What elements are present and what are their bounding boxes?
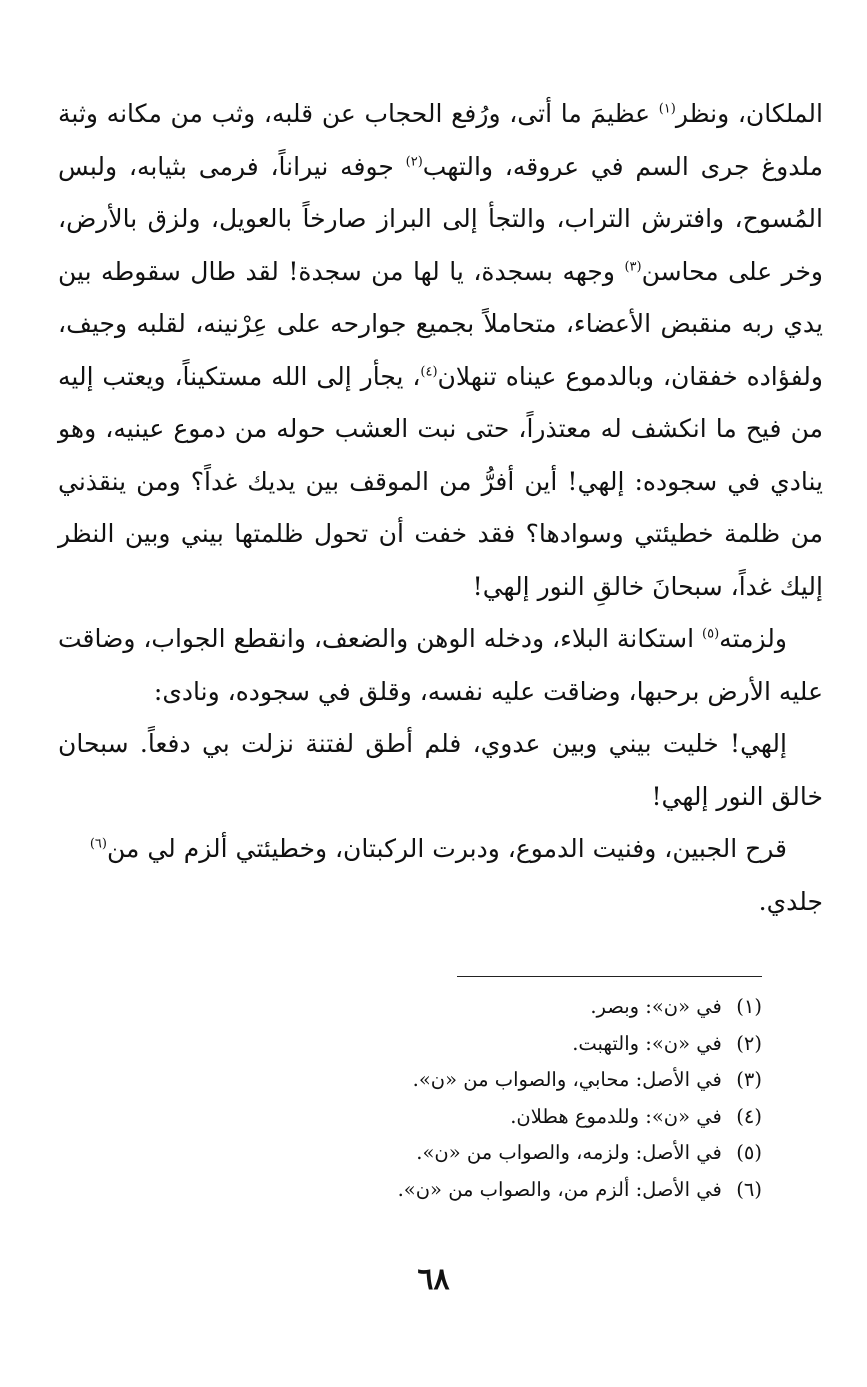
paragraph-3 (58, 718, 823, 823)
text-run: قرح الجبين، وفنيت الدموع، ودبرت الركبتان، وخطيئتي ألزم لي من (106, 834, 787, 863)
text-run: جلدي. (758, 886, 823, 916)
footnote-text: في الأصل: ولزمه، والصواب من «ن». (416, 1141, 722, 1164)
footnote-text: في «ن»: وللدموع هطلان. (510, 1104, 722, 1128)
footnote-number: (١) (736, 995, 762, 1018)
footnote-text: في «ن»: وبصر. (590, 995, 722, 1018)
text-run: استكانة البلاء، ودخله الوهن والضعف، وانقطع الجواب، وضاقت عليه الأرض برحبها، وضاقت عليه نفسه، وقلق في سجوده، ونادى: (58, 624, 823, 706)
footnote-item (282, 989, 762, 1026)
text-run: ، يجأر إلى الله مستكيناً، ويعتب إليه من فيح ما انكشف له معتذراً، حتى نبت العشب حوله من دموع عينيه، وهو ينادي في سجوده: إلهي! أين أفرُّ من الموقف بين يديك غداً؟ ومن ينقذني من ظلمة خطيئتي وسوادها؟ فقد خفت أن تحول ظلمتها بيني وبين النظر إليك غداً، سبحانَ خالقِ النور إلهي! (58, 361, 823, 601)
footnote-ref: (٢) (405, 154, 423, 170)
footnote-number: (٤) (736, 1104, 762, 1128)
footnote-item (282, 1026, 762, 1063)
page-number: ٦٨ (417, 1262, 450, 1297)
text-run: الملكان، ونظر (675, 99, 823, 128)
footnote-number: (٣) (736, 1068, 762, 1091)
paragraph-4 (58, 823, 823, 928)
footnote-item (282, 1062, 762, 1099)
text-run: إلهي! خليت بيني وبين عدوي، فلم أطق لفتنة نزلت بي دفعاً. سبحان خالق النور إلهي! (58, 729, 823, 811)
text-run: وجهه بسجدة، يا لها من سجدة! لقد طال سقوطه بين يدي ربه منقبض الأعضاء، متحاملاً بجميع جوارحه على عِرْنينه، لقلبه وجيف، ولفؤاده خفقان، وبالدموع عيناه تنهلان (58, 256, 823, 391)
footnote-item (282, 1099, 762, 1136)
footnote-text: في «ن»: والتهبت. (572, 1031, 722, 1055)
footnote-item (282, 1135, 762, 1172)
footnote-number: (٦) (736, 1177, 762, 1201)
text-run: جوفه نيراناً، فرمى بثيابه، ولبس المُسوح، وافترش التراب، والتجأ إلى البراز صارخاً بالعويل، ولزق بالأرض، وخر على محاسن (58, 151, 824, 286)
footnote-ref: (٣) (624, 259, 642, 275)
footnote-ref: (٤) (420, 364, 438, 380)
footnote-ref: (٦) (89, 836, 107, 852)
text-run: عظيمَ ما أتى، ورُفع الحجاب عن قلبه، وثب من مكانه وثبة ملدوغ جرى السم في عروقه، والتهب (58, 99, 823, 181)
footnote-ref: (١) (658, 101, 676, 117)
paragraph-2 (58, 613, 823, 718)
footnote-text: في الأصل: محابي، والصواب من «ن». (412, 1068, 722, 1091)
footnote-text: في الأصل: ألزم من، والصواب من «ن». (397, 1177, 722, 1201)
paragraph-1 (58, 88, 823, 613)
footnote-number: (٢) (736, 1031, 762, 1055)
footnote-divider (457, 976, 762, 977)
footnote-item (282, 1172, 762, 1209)
text-run: ولزمته (719, 624, 787, 653)
footnotes-list (282, 989, 762, 1208)
main-text (58, 88, 823, 928)
footnote-number: (٥) (736, 1141, 762, 1164)
footnote-ref: (٥) (702, 626, 720, 642)
